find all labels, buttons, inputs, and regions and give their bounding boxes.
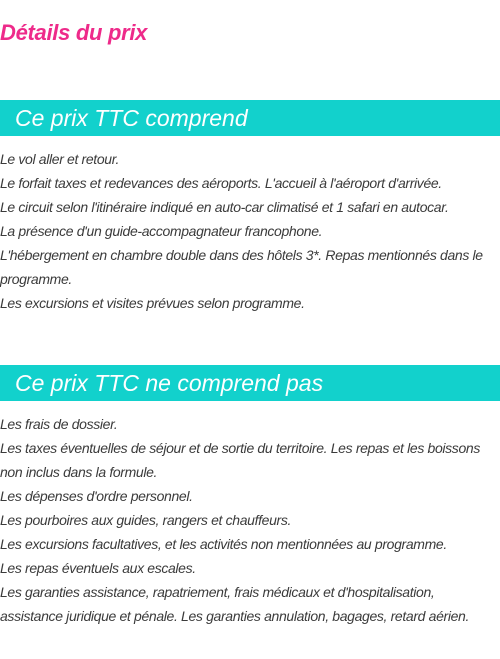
excluded-list bbox=[0, 412, 500, 628]
list-item: L'hébergement en chambre double dans des hôtels 3*. Repas mentionnés dans le programme. bbox=[0, 247, 483, 287]
page-title: Détails du prix bbox=[0, 20, 148, 45]
list-item: Les excursions et visites prévues selon programme. bbox=[0, 295, 305, 311]
list-item: Les repas éventuels aux escales. bbox=[0, 560, 196, 576]
included-list bbox=[0, 147, 500, 315]
list-item: Les dépenses d'ordre personnel. bbox=[0, 488, 193, 504]
list-item: Les garanties assistance, rapatriement, frais médicaux et d'hospitalisation, assistance juridique et pénale. Les garanties annulation, bagages, retard aérien. bbox=[0, 584, 469, 624]
list-item: Les taxes éventuelles de séjour et de sortie du territoire. Les repas et les boissons non inclus dans la formule. bbox=[0, 440, 480, 480]
list-item: Le vol aller et retour. bbox=[0, 151, 120, 167]
included-heading: Ce prix TTC comprend bbox=[0, 100, 500, 136]
list-item: Le forfait taxes et redevances des aéroports. L'accueil à l'aéroport d'arrivée. bbox=[0, 175, 442, 191]
list-item: La présence d'un guide-accompagnateur francophone. bbox=[0, 223, 323, 239]
list-item: Les pourboires aux guides, rangers et chauffeurs. bbox=[0, 512, 292, 528]
excluded-heading: Ce prix TTC ne comprend pas bbox=[0, 365, 500, 401]
list-item: Les excursions facultatives, et les activités non mentionnées au programme. bbox=[0, 536, 447, 552]
list-item: Le circuit selon l'itinéraire indiqué en auto-car climatisé et 1 safari en autocar. bbox=[0, 199, 449, 215]
list-item: Les frais de dossier. bbox=[0, 416, 118, 432]
